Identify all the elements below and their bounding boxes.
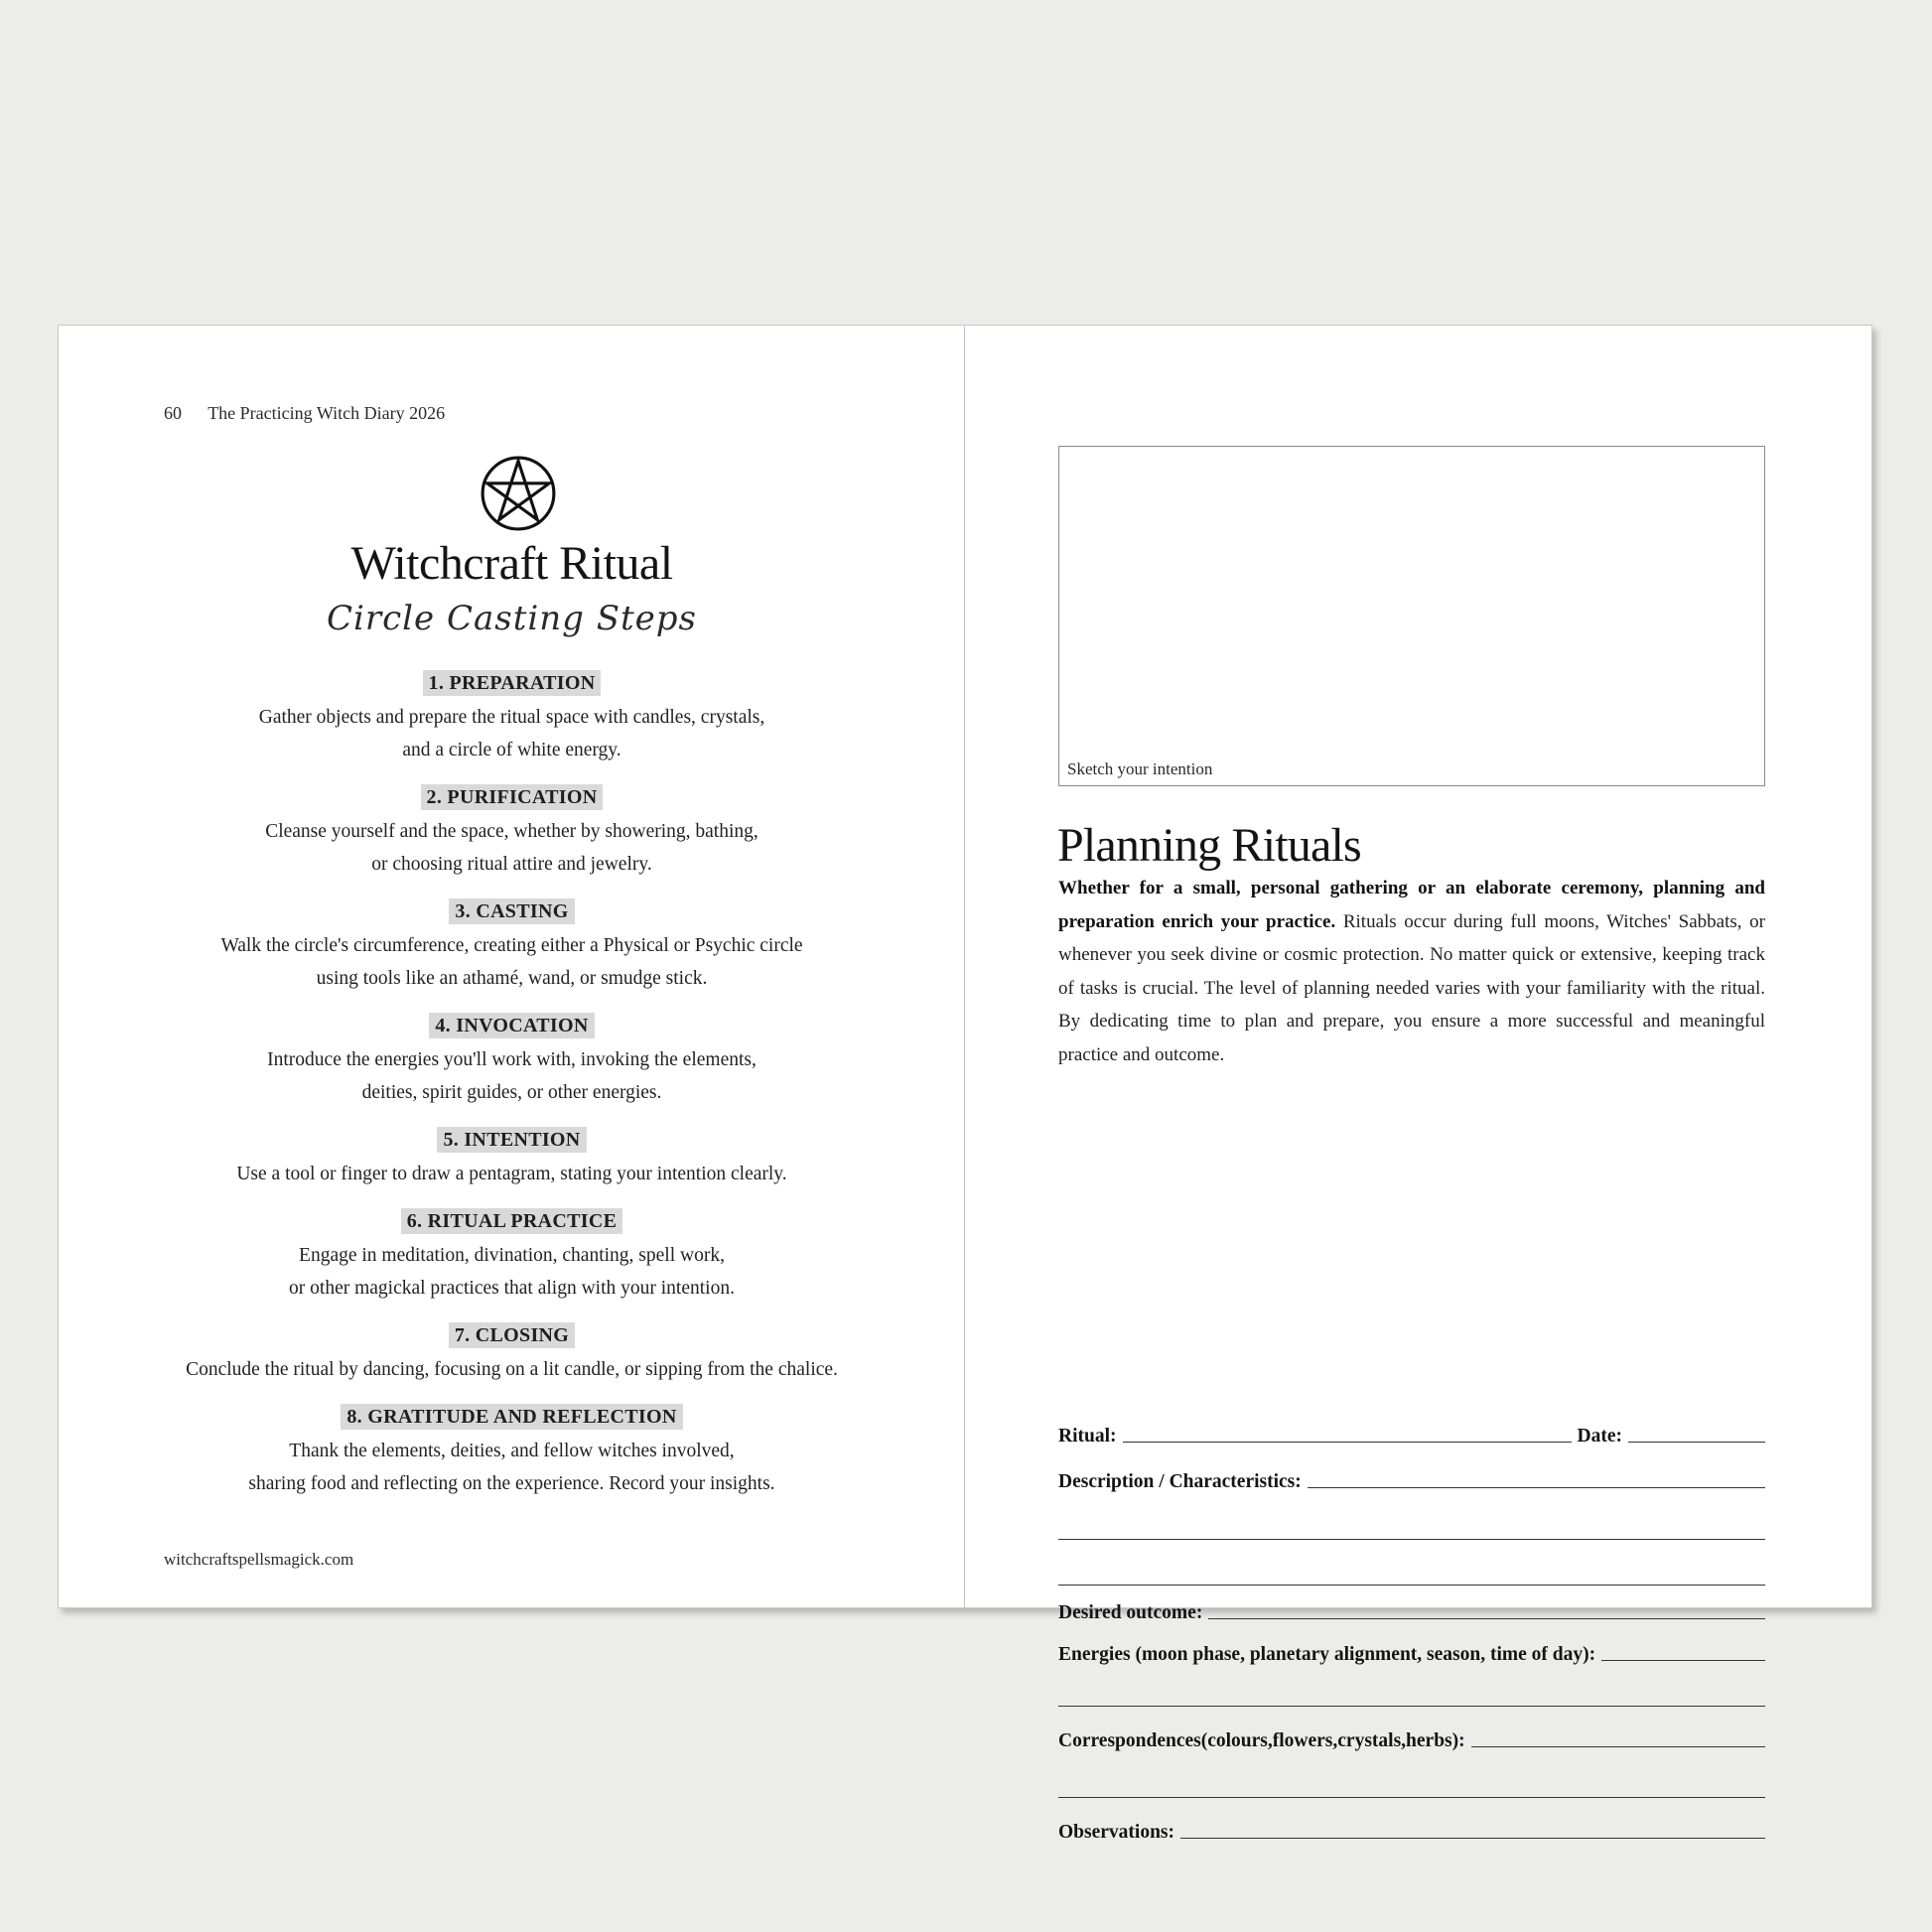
step-item	[59, 670, 965, 766]
desired-outcome-line[interactable]	[1208, 1617, 1765, 1619]
description-field[interactable]	[1058, 1463, 1765, 1493]
correspondences-line-2[interactable]	[1058, 1797, 1765, 1798]
energies-line-2[interactable]	[1058, 1706, 1765, 1707]
running-head	[164, 403, 445, 424]
step-text: using tools like an athamé, wand, or smudge stick.	[316, 968, 708, 989]
step-heading: 3. CASTING	[449, 898, 574, 924]
energies-label: Energies (moon phase, planetary alignment, season, time of day):	[1058, 1644, 1596, 1665]
page-title: Witchcraft Ritual	[350, 537, 673, 590]
ritual-field[interactable]	[1058, 1418, 1765, 1448]
right-page	[965, 326, 1871, 1843]
intro-bold: Whether for a small, personal gathering or an elaborate ceremony, planning and preparation enrich your practice.	[1058, 878, 1765, 932]
description-line[interactable]	[1308, 1486, 1765, 1488]
step-item	[59, 1322, 965, 1386]
sketch-label: Sketch your intention	[1067, 759, 1213, 778]
step-item	[59, 898, 965, 995]
step-item	[59, 1208, 965, 1305]
step-text: deities, spirit guides, or other energies.	[361, 1082, 662, 1103]
observations-field[interactable]	[1058, 1814, 1765, 1844]
step-heading: 7. CLOSING	[449, 1322, 575, 1348]
planning-title: Planning Rituals	[1057, 819, 1361, 872]
step-heading: 5. INTENTION	[437, 1127, 586, 1153]
desired-outcome-label: Desired outcome:	[1058, 1602, 1203, 1623]
energies-line[interactable]	[1601, 1659, 1765, 1661]
date-line[interactable]	[1628, 1441, 1765, 1443]
step-heading: 6. RITUAL PRACTICE	[401, 1208, 623, 1234]
pentagram-icon	[480, 455, 557, 532]
description-label: Description / Characteristics:	[1058, 1471, 1302, 1492]
step-text: Engage in meditation, divination, chanting, spell work,	[299, 1245, 725, 1266]
step-item	[59, 1127, 965, 1190]
running-title: The Practicing Witch Diary 2026	[207, 403, 446, 423]
energies-field[interactable]	[1058, 1636, 1765, 1666]
steps-list	[59, 670, 965, 1518]
left-page	[59, 326, 965, 1607]
ritual-label: Ritual:	[1058, 1426, 1117, 1447]
step-heading: 2. PURIFICATION	[421, 784, 604, 810]
step-text: Introduce the energies you'll work with, invoking the elements,	[267, 1049, 757, 1070]
step-text: Walk the circle's circumference, creating either a Physical or Psychic circle	[220, 935, 803, 956]
step-item	[59, 1013, 965, 1109]
description-line-2[interactable]	[1058, 1539, 1765, 1540]
step-text: Conclude the ritual by dancing, focusing on a lit candle, or sipping from the chalice.	[186, 1359, 838, 1380]
step-heading: 1. PREPARATION	[423, 670, 602, 696]
ritual-line[interactable]	[1123, 1441, 1572, 1443]
date-label: Date:	[1577, 1426, 1622, 1447]
correspondences-label: Correspondences(colours,flowers,crystals,herbs):	[1058, 1730, 1465, 1751]
step-text: sharing food and reflecting on the experience. Record your insights.	[248, 1473, 775, 1494]
book-spread	[58, 325, 1872, 1843]
observations-line[interactable]	[1180, 1837, 1765, 1839]
correspondences-line[interactable]	[1471, 1745, 1765, 1747]
subtitle: Circle Casting Steps	[319, 599, 705, 638]
step-text: and a circle of white energy.	[402, 740, 621, 760]
step-text: Use a tool or finger to draw a pentagram, stating your intention clearly.	[236, 1164, 787, 1184]
step-text: Gather objects and prepare the ritual space with candles, crystals,	[258, 707, 765, 728]
intro-rest: Rituals occur during full moons, Witches' Sabbats, or whenever you seek divine or cosmic protection. No matter quick or extensive, keeping track of tasks is crucial. The level of planning needed varies with your familiarity with the ritual. By dedicating time to plan and prepare, you ensure a more successful and meaningful practice and outcome.	[1058, 910, 1765, 1065]
website-footer: witchcraftspellsmagick.com	[164, 1550, 354, 1569]
subtitle-wrap	[59, 599, 965, 638]
step-text: or choosing ritual attire and jewelry.	[371, 854, 652, 875]
step-text: Cleanse yourself and the space, whether by showering, bathing,	[265, 821, 759, 842]
page-number: 60	[164, 403, 182, 423]
step-text: or other magickal practices that align with your intention.	[289, 1278, 735, 1299]
correspondences-field[interactable]	[1058, 1723, 1765, 1752]
desired-outcome-field[interactable]	[1058, 1594, 1765, 1624]
intro-paragraph	[1058, 872, 1765, 1071]
step-heading: 8. GRATITUDE AND REFLECTION	[341, 1404, 682, 1430]
step-text: Thank the elements, deities, and fellow witches involved,	[289, 1441, 735, 1461]
step-item	[59, 1404, 965, 1500]
sketch-box[interactable]	[1058, 446, 1765, 786]
step-item	[59, 784, 965, 881]
observations-label: Observations:	[1058, 1822, 1174, 1843]
description-line-3[interactable]	[1058, 1585, 1765, 1586]
step-heading: 4. INVOCATION	[429, 1013, 594, 1038]
